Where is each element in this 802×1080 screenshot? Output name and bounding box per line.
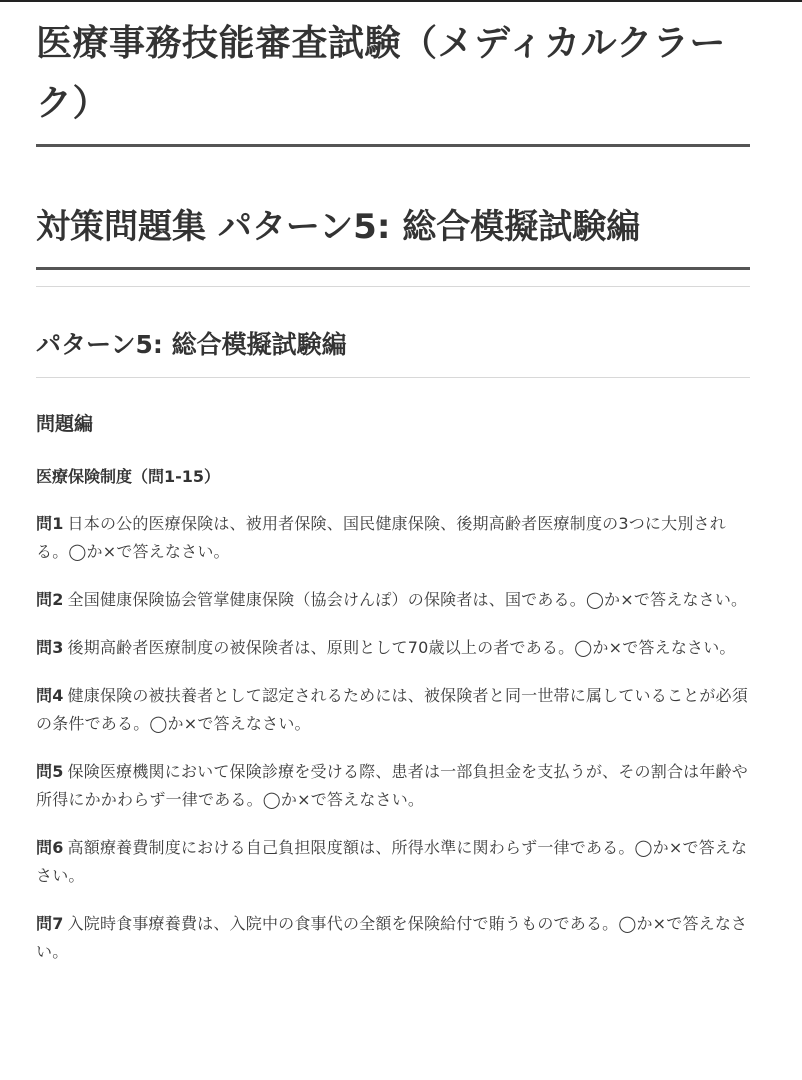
question-item [36, 510, 750, 566]
section-heading: パターン5: 総合模擬試験編 [36, 330, 347, 359]
question-item [36, 682, 750, 738]
question-number: 問6 [36, 838, 64, 857]
question-text: 後期高齢者医療制度の被保険者は、原則として70歳以上の者である。◯か×で答えなさい。 [67, 638, 736, 657]
question-item [36, 834, 750, 890]
problems-label: 問題編 [36, 413, 94, 435]
page-title: 医療事務技能審査試験（メディカルクラーク） [36, 23, 726, 124]
question-text: 日本の公的医療保険は、被用者保険、国民健康保険、後期高齢者医療制度の3つに大別される。◯か×で答えなさい。 [36, 514, 726, 561]
question-number: 問7 [36, 914, 64, 933]
question-number: 問5 [36, 762, 64, 781]
question-text: 入院時食事療養費は、入院中の食事代の全額を保険給付で賄うものである。◯か×で答えなさい。 [36, 914, 748, 961]
title-divider [36, 144, 750, 147]
subtitle-thin-divider [36, 286, 750, 287]
page-subtitle: 対策問題集 パターン5: 総合模擬試験編 [36, 207, 641, 247]
question-number: 問1 [36, 514, 64, 533]
question-number: 問4 [36, 686, 64, 705]
question-item [36, 586, 750, 614]
question-item [36, 634, 750, 662]
question-text: 高額療養費制度における自己負担限度額は、所得水準に関わらず一律である。◯か×で答えなさい。 [36, 838, 748, 885]
question-number: 問3 [36, 638, 64, 657]
subtitle-divider [36, 267, 750, 270]
question-text: 健康保険の被扶養者として認定されるためには、被保険者と同一世帯に属していることが必須の条件である。◯か×で答えなさい。 [36, 686, 748, 733]
section-divider [36, 377, 750, 378]
question-number: 問2 [36, 590, 64, 609]
question-text: 保険医療機関において保険診療を受ける際、患者は一部負担金を支払うが、その割合は年齢や所得にかかわらず一律である。◯か×で答えなさい。 [36, 762, 748, 809]
question-text: 全国健康保険協会管掌健康保険（協会けんぽ）の保険者は、国である。◯か×で答えなさい。 [67, 590, 748, 609]
article [36, 0, 750, 986]
question-item [36, 758, 750, 814]
subsection-label: 医療保険制度（問1-15） [36, 467, 221, 486]
question-item [36, 910, 750, 966]
question-list [36, 510, 750, 966]
